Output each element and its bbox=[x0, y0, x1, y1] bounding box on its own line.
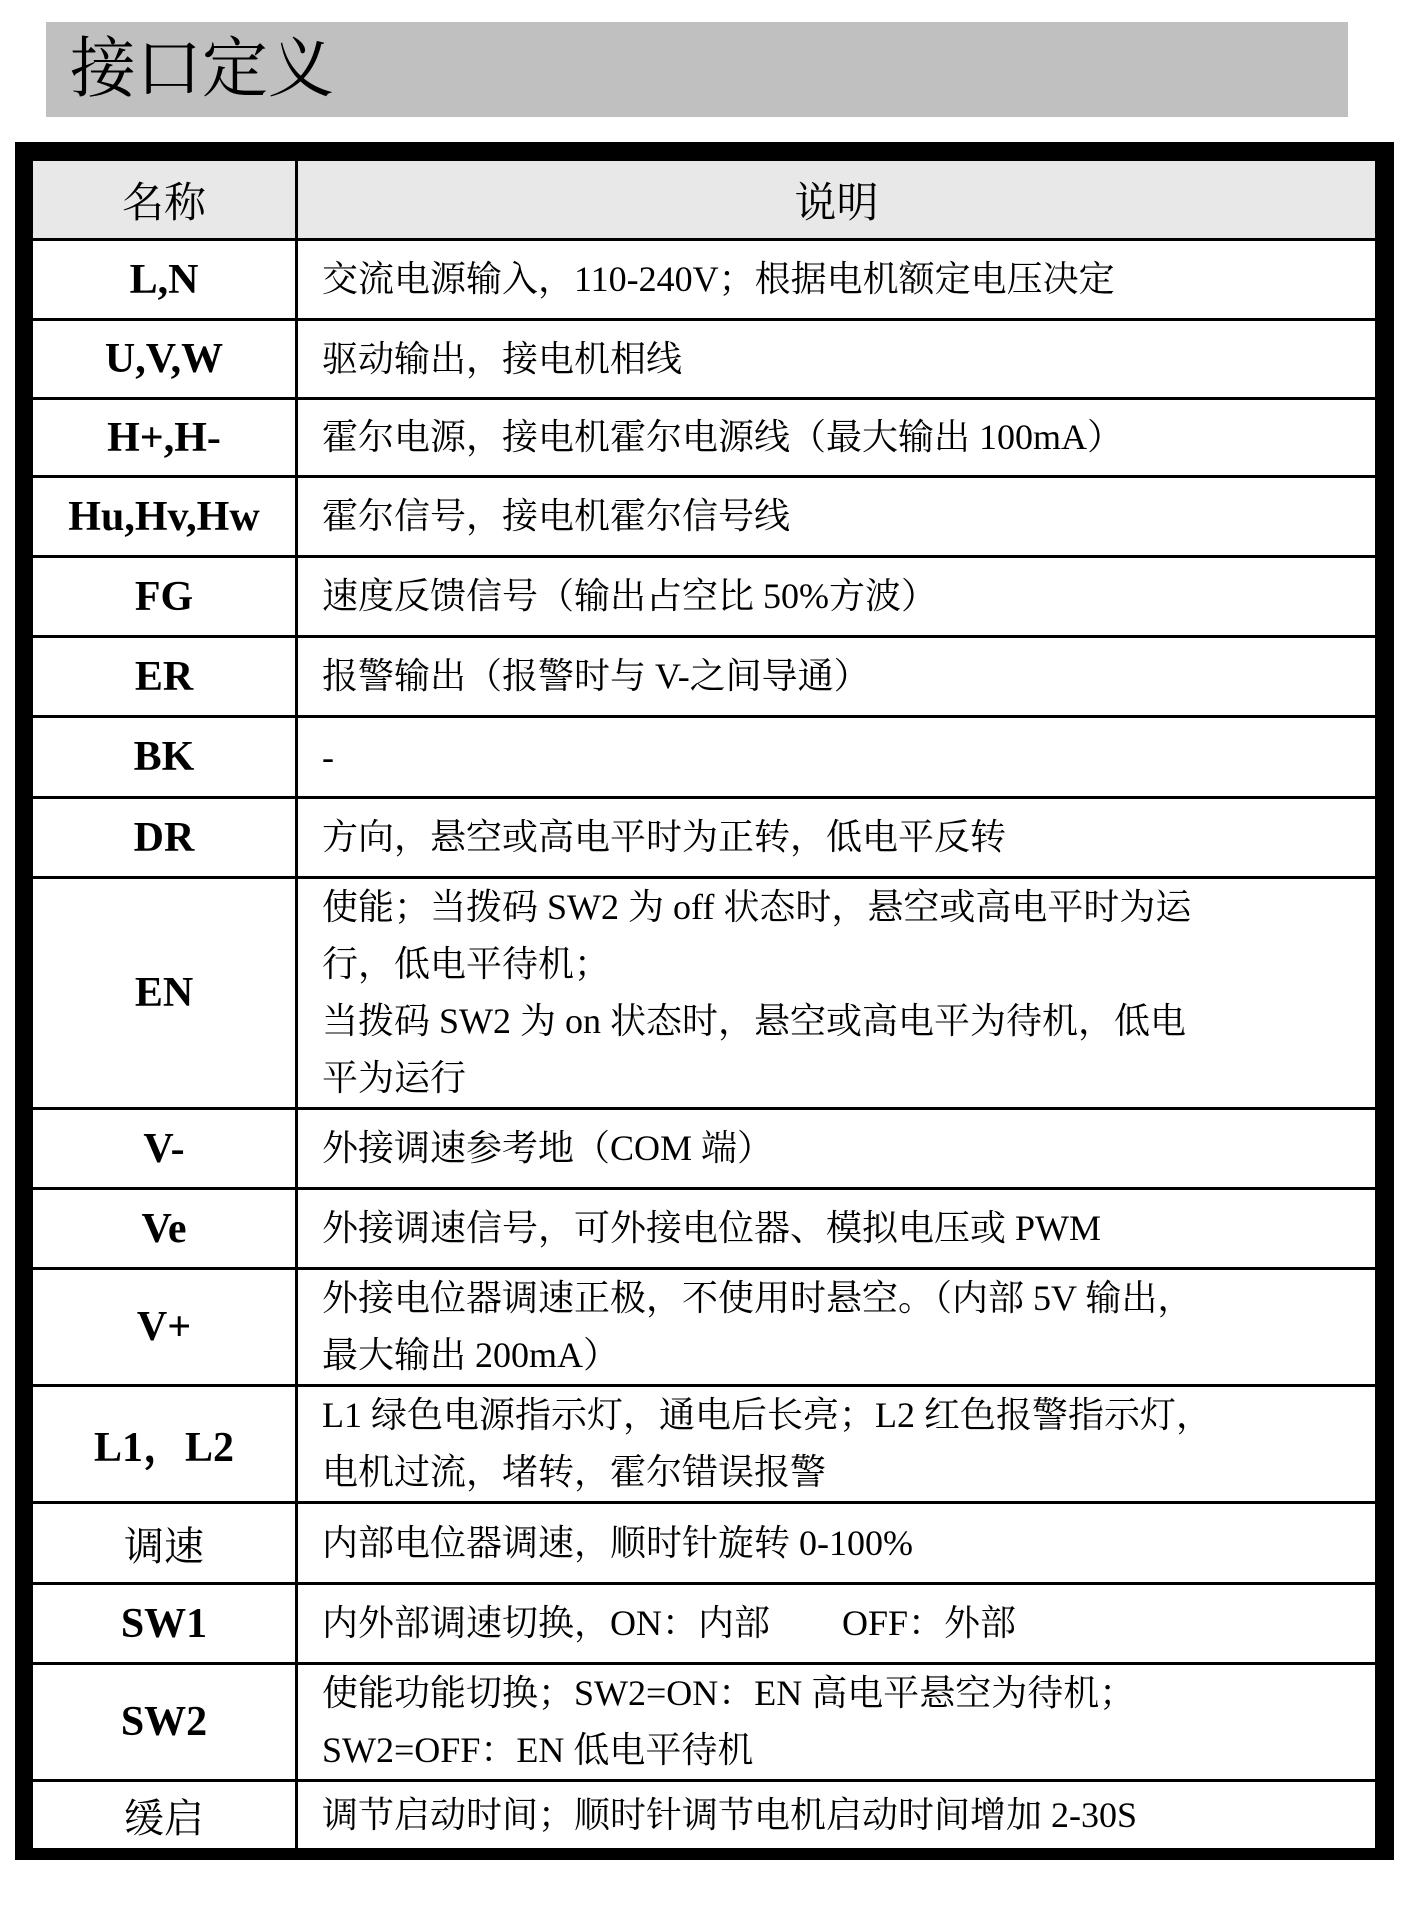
table-row bbox=[32, 1781, 1377, 1850]
table-row bbox=[32, 1584, 1377, 1664]
table-row bbox=[32, 320, 1377, 399]
table-row bbox=[32, 1109, 1377, 1189]
table-row bbox=[32, 1269, 1377, 1386]
pin-description bbox=[297, 1189, 1377, 1269]
table-row bbox=[32, 1386, 1377, 1503]
description-line: - bbox=[322, 736, 334, 777]
pin-name: H+,H- bbox=[32, 399, 297, 477]
description-line: 使能功能切换；SW2=ON：EN 高电平悬空为待机； bbox=[322, 1673, 1136, 1713]
description-line: 速度反馈信号（输出占空比 50%方波） bbox=[322, 576, 937, 616]
description-line: SW2=OFF：EN 低电平待机 bbox=[322, 1730, 754, 1770]
description-line: 最大输出 200mA） bbox=[322, 1335, 620, 1375]
pin-description bbox=[297, 320, 1377, 399]
pin-name: L1，L2 bbox=[32, 1386, 297, 1503]
table-row bbox=[32, 557, 1377, 637]
pin-description bbox=[297, 1664, 1377, 1781]
pin-name: EN bbox=[32, 878, 297, 1109]
pin-description bbox=[297, 717, 1377, 798]
pin-name: Hu,Hv,Hw bbox=[32, 477, 297, 557]
pin-name: SW2 bbox=[32, 1664, 297, 1781]
description-line: 驱动输出，接电机相线 bbox=[322, 338, 683, 379]
table-row bbox=[32, 477, 1377, 557]
description-line: 平为运行 bbox=[322, 1058, 467, 1098]
table-row bbox=[32, 637, 1377, 717]
pin-description bbox=[297, 1109, 1377, 1189]
pin-description bbox=[297, 878, 1377, 1109]
table-row bbox=[32, 1503, 1377, 1584]
pin-name: BK bbox=[32, 717, 297, 798]
description-line: L1 绿色电源指示灯，通电后长亮；L2 红色报警指示灯， bbox=[322, 1395, 1212, 1435]
pin-description bbox=[297, 477, 1377, 557]
header-name: 名称 bbox=[32, 160, 297, 240]
description-line: 内外部调速切换，ON：内部 OFF：外部 bbox=[322, 1603, 1017, 1643]
pin-name: L,N bbox=[32, 240, 297, 320]
pin-name: V+ bbox=[32, 1269, 297, 1386]
description-line: 外接电位器调速正极，不使用时悬空。（内部 5V 输出， bbox=[322, 1278, 1194, 1318]
description-line: 使能；当拨码 SW2 为 off 状态时，悬空或高电平时为运 bbox=[322, 887, 1192, 927]
pin-description bbox=[297, 240, 1377, 320]
pin-name: V- bbox=[32, 1109, 297, 1189]
description-line: 霍尔电源，接电机霍尔电源线（最大输出 100mA） bbox=[322, 417, 1124, 457]
description-line: 行，低电平待机； bbox=[322, 944, 611, 984]
pin-name: 调速 bbox=[32, 1503, 297, 1584]
table-row bbox=[32, 1189, 1377, 1269]
table-row bbox=[32, 798, 1377, 878]
section-title: 接口定义 bbox=[70, 33, 334, 106]
description-line: 当拨码 SW2 为 on 状态时，悬空或高电平为待机，低电 bbox=[322, 1001, 1187, 1041]
pin-description bbox=[297, 1781, 1377, 1850]
description-line: 调节启动时间；顺时针调节电机启动时间增加 2-30S bbox=[322, 1794, 1138, 1835]
description-line: 外接调速信号，可外接电位器、模拟电压或 PWM bbox=[322, 1208, 1102, 1248]
pin-name: 缓启 bbox=[32, 1781, 297, 1850]
description-line: 霍尔信号，接电机霍尔信号线 bbox=[322, 496, 791, 536]
pin-description bbox=[297, 637, 1377, 717]
pin-name: Ve bbox=[32, 1189, 297, 1269]
table-row bbox=[32, 717, 1377, 798]
interface-definition-table bbox=[30, 158, 1378, 1851]
description-line: 交流电源输入，110-240V；根据电机额定电压决定 bbox=[322, 259, 1115, 299]
pin-name: DR bbox=[32, 798, 297, 878]
pin-description bbox=[297, 1503, 1377, 1584]
table-row bbox=[32, 878, 1377, 1109]
description-line: 内部电位器调速，顺时针旋转 0-100% bbox=[322, 1522, 913, 1563]
pin-name: ER bbox=[32, 637, 297, 717]
pin-description bbox=[297, 1584, 1377, 1664]
pin-description bbox=[297, 557, 1377, 637]
pin-name: FG bbox=[32, 557, 297, 637]
pin-description bbox=[297, 1269, 1377, 1386]
table-header-row bbox=[32, 160, 1377, 240]
pin-description bbox=[297, 399, 1377, 477]
header-description: 说明 bbox=[297, 160, 1377, 240]
table-row bbox=[32, 399, 1377, 477]
table-row bbox=[32, 1664, 1377, 1781]
pin-name: U,V,W bbox=[32, 320, 297, 399]
table-row bbox=[32, 240, 1377, 320]
description-line: 方向，悬空或高电平时为正转，低电平反转 bbox=[322, 817, 1007, 857]
pin-description bbox=[297, 1386, 1377, 1503]
pin-name: SW1 bbox=[32, 1584, 297, 1664]
pin-description bbox=[297, 798, 1377, 878]
description-line: 外接调速参考地（COM 端） bbox=[322, 1128, 774, 1168]
section-title-bar bbox=[46, 22, 1348, 117]
description-line: 报警输出（报警时与 V-之间导通） bbox=[322, 656, 870, 696]
description-line: 电机过流，堵转，霍尔错误报警 bbox=[322, 1452, 827, 1492]
